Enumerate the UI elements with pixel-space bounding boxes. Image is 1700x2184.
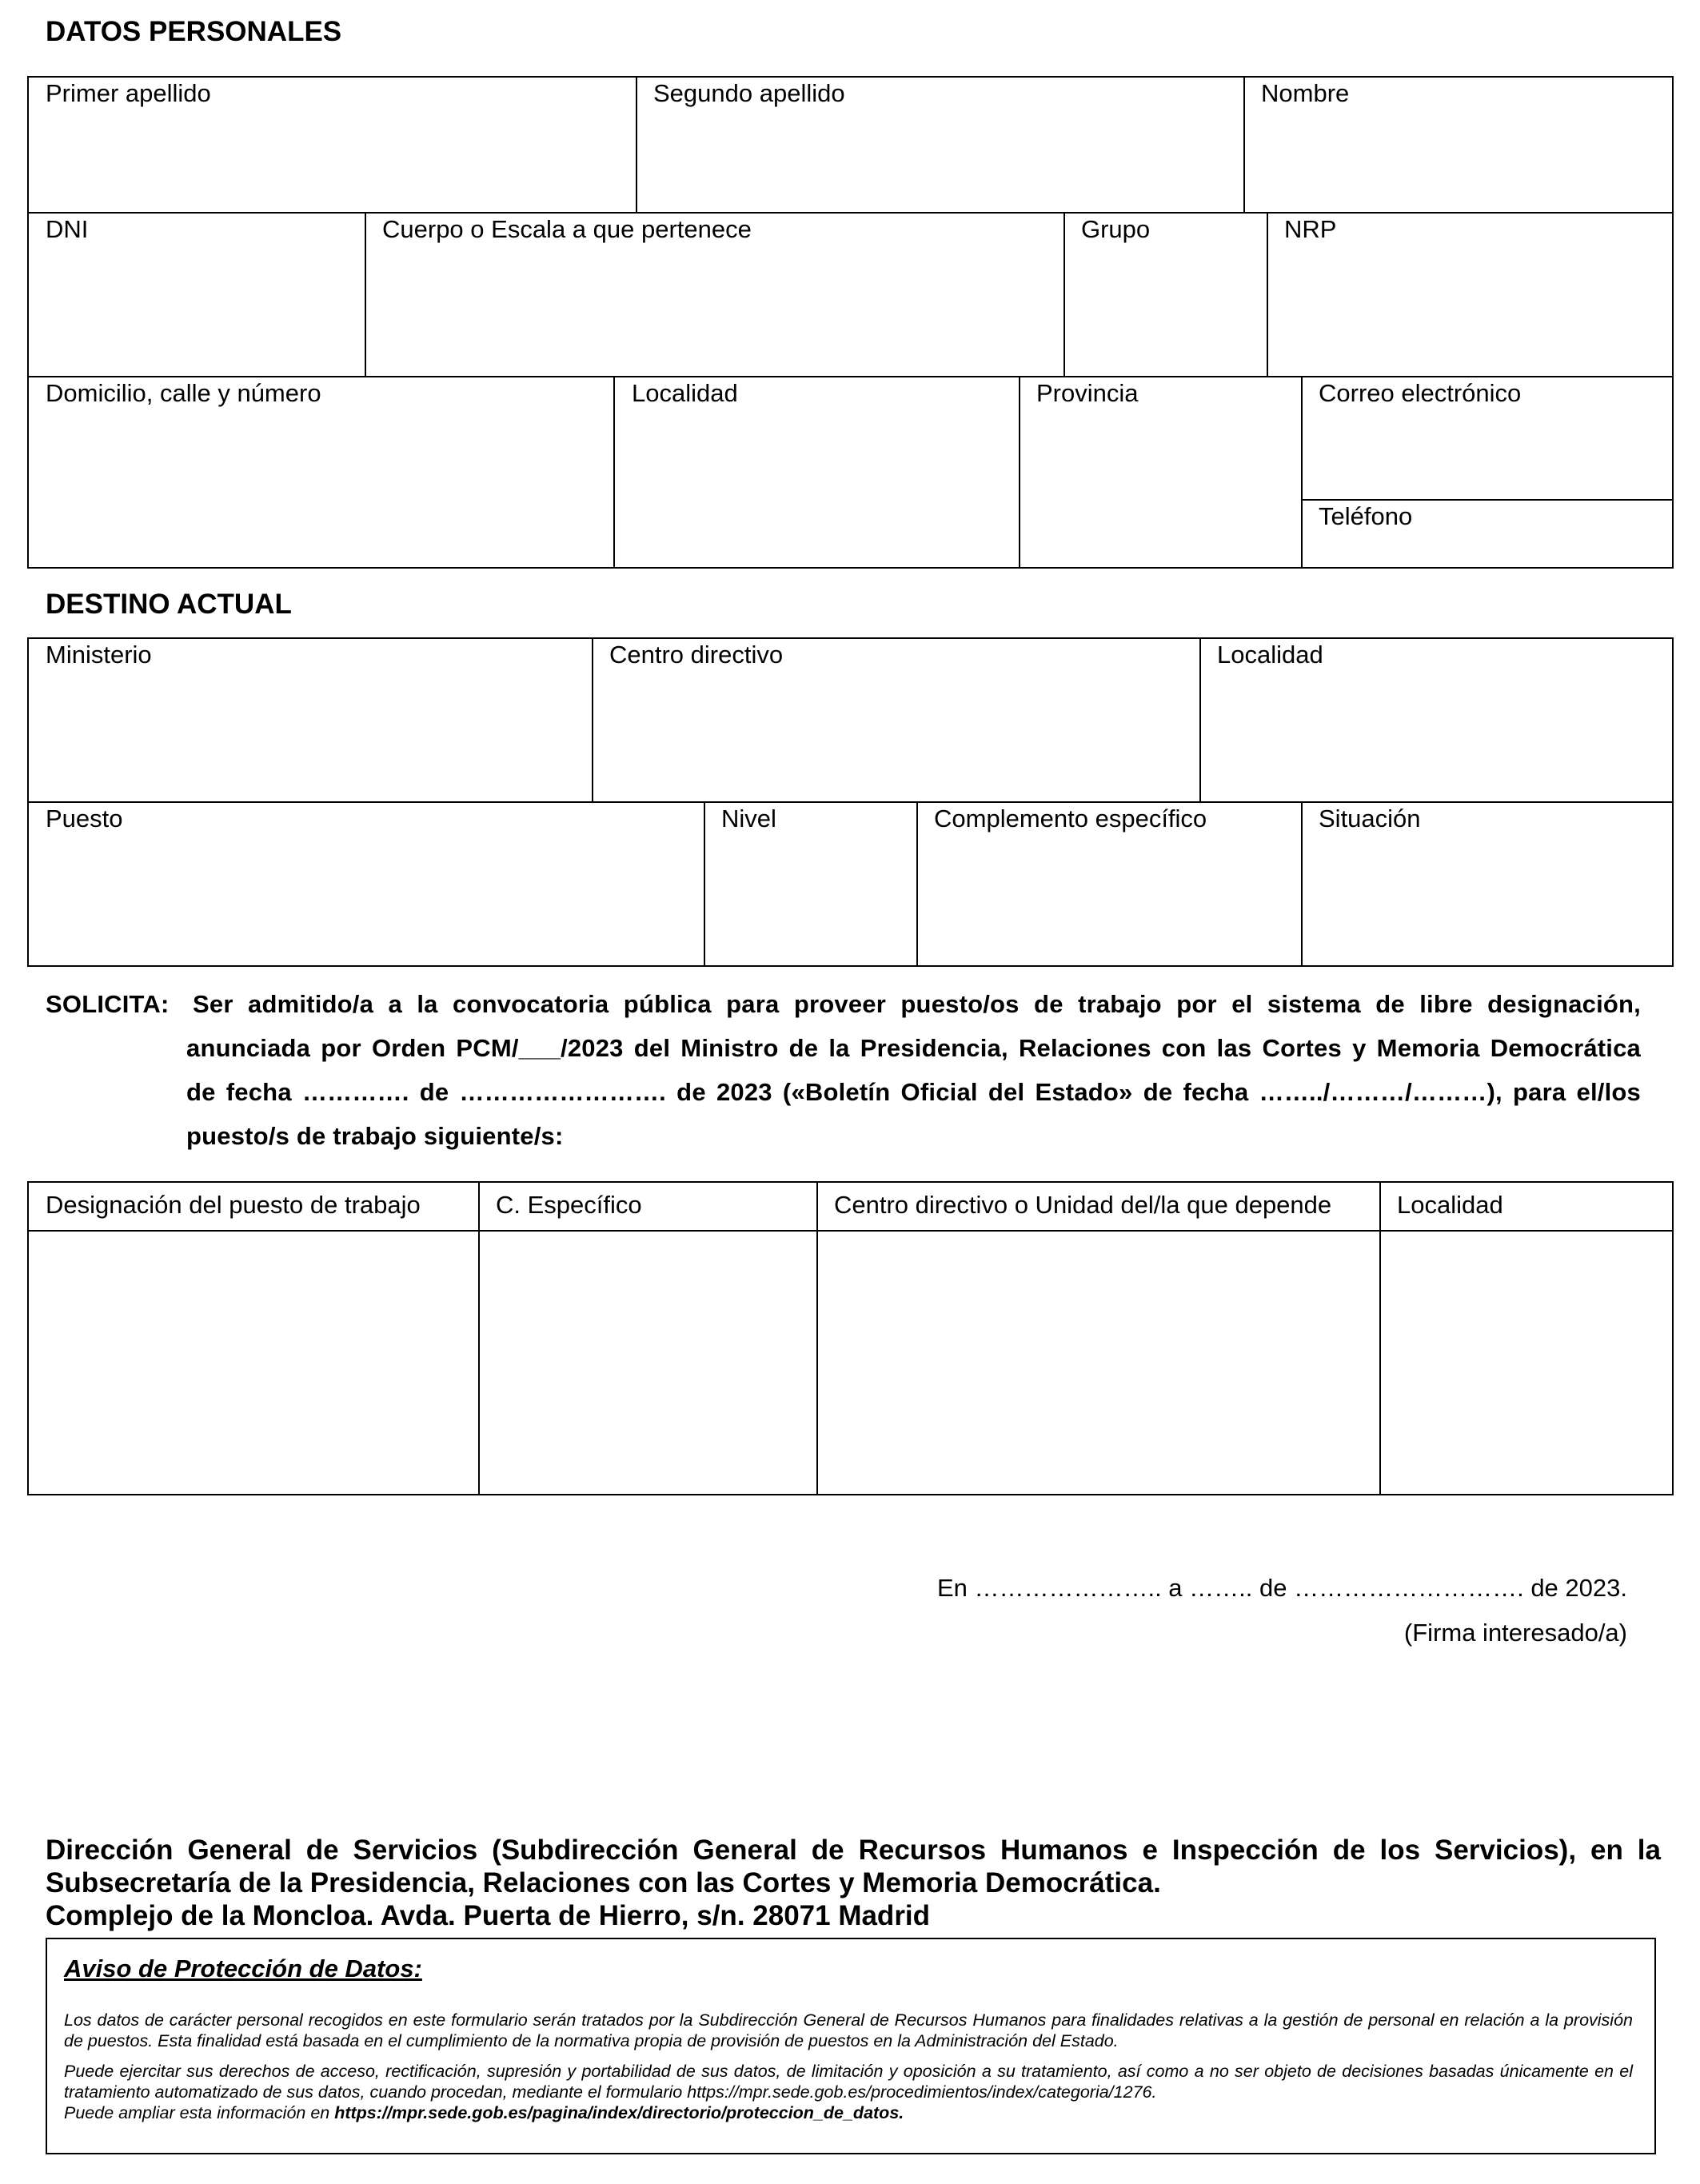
datos-personales-table (27, 76, 1674, 569)
field-label-nivel: Nivel (721, 805, 776, 832)
field-label-centro-directivo: Centro directivo (609, 641, 784, 669)
direccion-line-2: Subsecretaría de la Presidencia, Relaciones con las Cortes y Memoria Democrática. (46, 1867, 1161, 1899)
field-label-localidad-destino: Localidad (1217, 641, 1323, 669)
direccion-line-1: Dirección General de Servicios (Subdirección General de Recursos Humanos e Inspección de los Servicios), en la (46, 1835, 1661, 1866)
table-col-divider (1267, 212, 1268, 377)
table-col-divider (1379, 1181, 1381, 1495)
field-label-complemento: Complemento específico (934, 805, 1207, 832)
aviso-paragraph-3 (64, 2102, 1633, 2123)
column-header-designacion: Designación del puesto de trabajo (46, 1191, 421, 1219)
field-label-nrp: NRP (1284, 215, 1337, 243)
table-col-divider (1019, 376, 1020, 569)
section-heading-destino-actual: DESTINO ACTUAL (46, 589, 292, 620)
solicita-line-3: de fecha …………. de ……………………. de 2023 («Boletín Oficial del Estado» de fecha ……../………/………), para el/los (186, 1078, 1641, 1106)
table-col-divider (592, 637, 593, 802)
column-header-centro-directivo: Centro directivo o Unidad del/la que depende (834, 1191, 1332, 1219)
field-label-grupo: Grupo (1081, 215, 1151, 243)
field-label-puesto: Puesto (46, 805, 123, 832)
table-col-divider (1301, 801, 1303, 967)
table-col-divider (1199, 637, 1201, 802)
table-col-divider (1243, 76, 1245, 213)
field-label-telefono: Teléfono (1319, 502, 1413, 530)
puestos-table (27, 1181, 1674, 1495)
solicita-label: SOLICITA: (46, 990, 170, 1018)
table-col-divider (916, 801, 918, 967)
field-label-correo: Correo electrónico (1319, 379, 1522, 407)
table-row-divider (27, 376, 1674, 377)
table-col-divider (1301, 376, 1303, 569)
lugar-fecha-line: En ………………….. a …….. de ………………………. de 2023. (936, 1574, 1627, 1602)
field-label-primer-apellido: Primer apellido (46, 79, 211, 107)
table-col-divider (613, 376, 615, 569)
field-label-domicilio: Domicilio, calle y número (46, 379, 321, 407)
aviso-paragraph-1: Los datos de carácter personal recogidos en este formulario serán tratados por la Subdirección General de Recursos Humanos para finalidades relativas a la gestión de personal en relación a la provisión de puestos. Esta finalidad está basada en el cumplimiento de la normativa propia de provisión de puestos en la Administración del Estado. (64, 2010, 1633, 2050)
field-label-dni: DNI (46, 215, 89, 243)
table-col-divider (636, 76, 637, 213)
aviso-title: Aviso de Protección de Datos: (64, 1954, 422, 1982)
solicita-paragraph (46, 982, 1641, 1158)
table-col-divider (1063, 212, 1065, 377)
column-header-localidad: Localidad (1397, 1191, 1503, 1219)
solicita-line-4: puesto/s de trabajo siguiente/s: (186, 1122, 564, 1150)
direccion-line-3: Complejo de la Moncloa. Avda. Puerta de Hierro, s/n. 28071 Madrid (46, 1900, 931, 1931)
field-label-cuerpo: Cuerpo o Escala a que pertenece (382, 215, 752, 243)
aviso-paragraph-2: Puede ejercitar sus derechos de acceso, rectificación, supresión y portabilidad de sus datos, de limitación y oposición a su tratamiento, así como a no ser objeto de decisiones basadas únicamente en el tratamiento automatizado de sus datos, cuando procedan, mediante el formulario https://mpr.sede.gob.es/procedimientos/index/categoria/1276. (64, 2062, 1633, 2102)
field-label-nombre: Nombre (1261, 79, 1350, 107)
solicita-line-2: anunciada por Orden PCM/___/2023 del Ministro de la Presidencia, Relaciones con las Cortes y Memoria Democrática (186, 1034, 1641, 1062)
table-row-divider (1301, 499, 1674, 501)
table-col-divider (365, 212, 366, 377)
field-label-situacion: Situación (1319, 805, 1421, 832)
table-row-divider (27, 212, 1674, 214)
column-header-c-especifico: C. Específico (496, 1191, 642, 1219)
table-row-divider (27, 801, 1674, 803)
table-col-divider (816, 1181, 818, 1495)
section-heading-datos-personales: DATOS PERSONALES (46, 16, 342, 47)
field-label-localidad: Localidad (632, 379, 738, 407)
direccion-block (46, 1834, 1661, 1932)
table-header-divider (27, 1230, 1674, 1232)
field-label-ministerio: Ministerio (46, 641, 152, 669)
solicita-line-1: Ser admitido/a a la convocatoria pública para proveer puesto/os de trabajo por el sistema de libre designación, (193, 990, 1641, 1018)
proteccion-datos-link[interactable]: https://mpr.sede.gob.es/pagina/index/directorio/proteccion_de_datos. (334, 2103, 904, 2122)
aviso-p3-prefix: Puede ampliar esta información en (64, 2103, 335, 2122)
table-col-divider (704, 801, 705, 967)
firma-interesado: (Firma interesado/a) (1403, 1619, 1627, 1647)
table-col-divider (478, 1181, 480, 1495)
field-label-segundo-apellido: Segundo apellido (653, 79, 845, 107)
field-label-provincia: Provincia (1036, 379, 1139, 407)
